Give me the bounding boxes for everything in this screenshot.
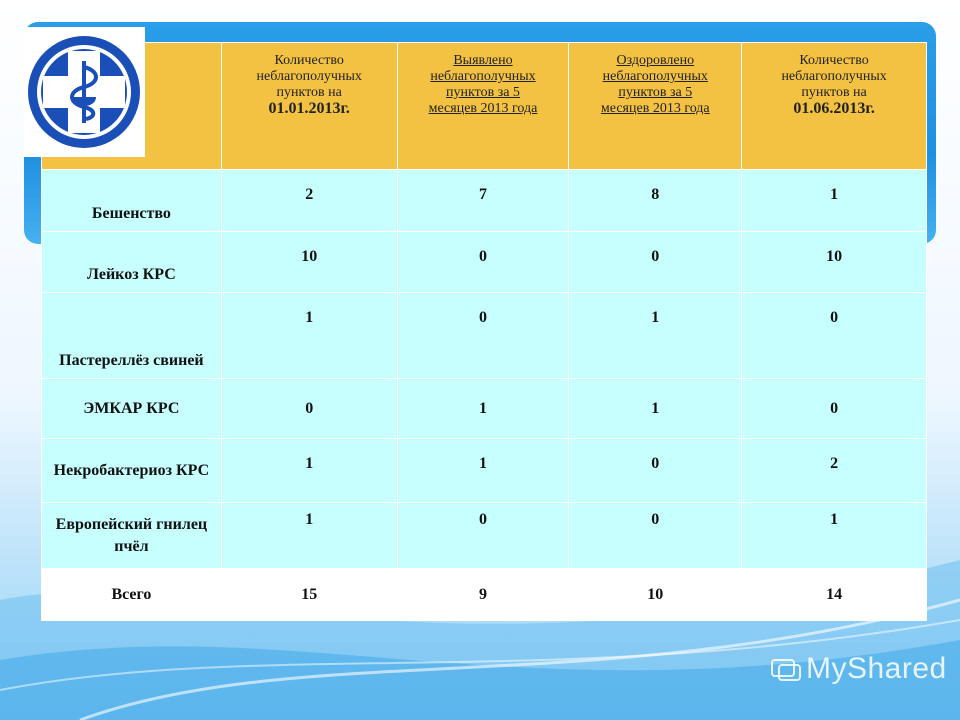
row-value: 1 (221, 439, 397, 503)
row-value: 10 (742, 232, 927, 293)
myshared-logo-icon (770, 656, 802, 684)
logo (24, 27, 145, 157)
row-value: 1 (221, 293, 397, 379)
veterinary-cross-logo-icon (24, 27, 145, 157)
watermark (770, 652, 947, 686)
total-value: 15 (221, 569, 397, 621)
table-row (42, 439, 927, 503)
row-value: 0 (397, 293, 569, 379)
row-value: 0 (397, 232, 569, 293)
row-name: Бешенство (42, 170, 222, 232)
row-value: 2 (221, 170, 397, 232)
row-value: 1 (397, 439, 569, 503)
row-name: Европейский гнилец пчёл (42, 503, 222, 569)
row-value: 0 (569, 232, 742, 293)
row-name: Лейкоз КРС (42, 232, 222, 293)
total-value: 14 (742, 569, 927, 621)
row-value: 10 (221, 232, 397, 293)
header-cell-count-start: Количество неблагополучных пунктов на 01.01.2013г. (221, 43, 397, 170)
row-value: 2 (742, 439, 927, 503)
row-value: 1 (742, 503, 927, 569)
header-cell-detected: Выявлено неблагополучных пунктов за 5 месяцев 2013 года (397, 43, 569, 170)
data-table (41, 42, 927, 621)
row-value: 1 (221, 503, 397, 569)
table-row (42, 503, 927, 569)
row-value: 1 (397, 379, 569, 439)
table-total-row (42, 569, 927, 621)
header-cell-recovered: Оздоровлено неблагополучных пунктов за 5 месяцев 2013 года (569, 43, 742, 170)
table-row (42, 232, 927, 293)
row-value: 0 (221, 379, 397, 439)
table-row (42, 293, 927, 379)
table-header-row (42, 43, 927, 170)
total-value: 9 (397, 569, 569, 621)
row-value: 1 (742, 170, 927, 232)
table-row (42, 379, 927, 439)
row-value: 0 (742, 293, 927, 379)
row-value: 8 (569, 170, 742, 232)
row-value: 0 (742, 379, 927, 439)
total-label: Всего (42, 569, 222, 621)
row-value: 1 (569, 293, 742, 379)
row-name: Некробактериоз КРС (42, 439, 222, 503)
row-name: Пастереллёз свиней (42, 293, 222, 379)
table-row (42, 170, 927, 232)
row-value: 7 (397, 170, 569, 232)
header-cell-count-end: Количество неблагополучных пунктов на 01.06.2013г. (742, 43, 927, 170)
row-value: 0 (569, 439, 742, 503)
row-value: 0 (397, 503, 569, 569)
total-value: 10 (569, 569, 742, 621)
row-value: 0 (569, 503, 742, 569)
row-name: ЭМКАР КРС (42, 379, 222, 439)
row-value: 1 (569, 379, 742, 439)
watermark-text: MyShared (806, 652, 947, 685)
